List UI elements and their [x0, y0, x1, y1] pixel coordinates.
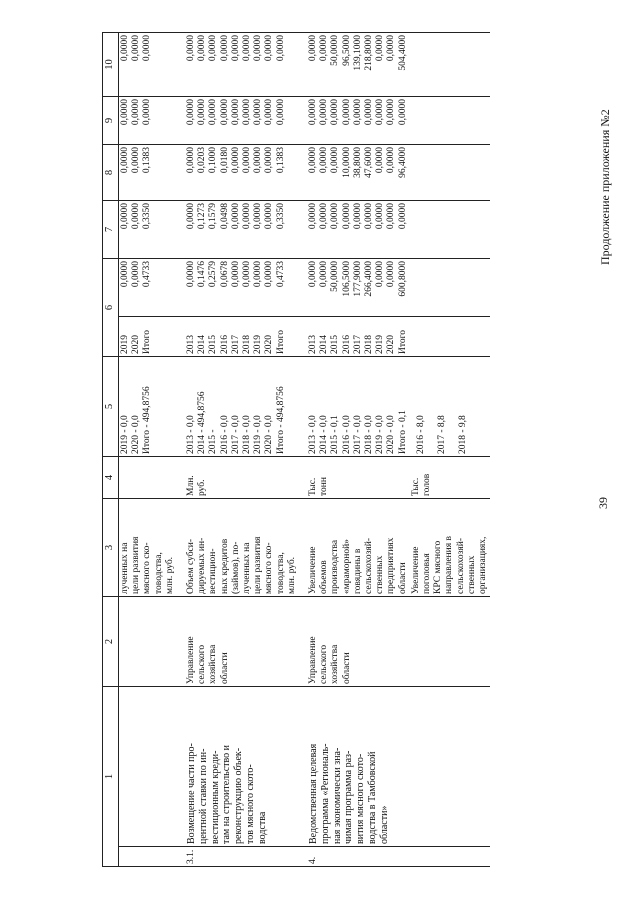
executor-cell: Управление сельского хозяйства области	[185, 597, 299, 687]
unit-cell: Тыс. голов	[410, 457, 490, 499]
indicator-cell: Увеличение поголовья КРС мясного направления в сельскохозяй- ственных организациях,	[410, 499, 490, 597]
value-col-9: 0,0000 0,0000 0,0000 0,0000 0,0000 0,0000 0,0000 0,0000 0,0000	[307, 97, 410, 145]
indicator-cell: Увеличение объемов производства «мраморной» говядины в сельскохозяй- ственных предприятиях области	[307, 499, 410, 597]
header-col-3: 3	[103, 499, 119, 597]
header-col-1: 1	[103, 687, 119, 867]
year-cell: 2013 2014 2015 2016 2017 2018 2019 2020 Итого	[185, 317, 299, 357]
header-row	[103, 33, 119, 867]
unit-cell: Млн. руб.	[185, 457, 299, 499]
header-col-4: 4	[103, 457, 119, 499]
value-col-6: 0,0000 0,0000 0,4733	[119, 259, 178, 317]
plan-cell: 2013 - 0,0 2014 - 494,8756 2015 - 2016 - 0,0 2017 - 0,0 2018 - 0,0 2019 - 0,0 2020 - 0,0 Итого - 494,8756	[185, 357, 299, 457]
table-row	[185, 33, 299, 867]
plan-cell: 2016 - 8,0 2017 - 8,8 2018 - 9,8	[410, 357, 490, 457]
header-col-9: 9	[103, 97, 119, 145]
measure-name: Возмещение части про- центной ставки по ин- вестиционным креди- там на строительство и реконструкцию объек- тов мясного ското- водства	[185, 687, 299, 847]
indicator-cell: Объем субси- дируемых ин- вестицион- ных кредитов (займов), по- лученных на цели развития мясного ско- товодства, млн. руб.	[185, 499, 299, 597]
row-number: 4.	[307, 847, 410, 867]
value-col-10: 0,0000 0,0000 0,0000 0,0000 0,0000 0,0000 0,0000 0,0000 0,0000	[185, 33, 299, 97]
value-col-8: 0,0000 0,0000 0,1383	[119, 145, 178, 201]
year-cell: 2019 2020 Итого	[119, 317, 178, 357]
value-col-7: 0,0000 0,1273 0,1579 0,0498 0,0000 0,0000 0,0000 0,0000 0,3350	[185, 201, 299, 259]
header-col-8: 8	[103, 145, 119, 201]
value-col-6: 0,0000 0,1476 0,2579 0,0678 0,0000 0,0000 0,0000 0,0000 0,4733	[185, 259, 299, 317]
header-col-2: 2	[103, 597, 119, 687]
program-table	[102, 32, 490, 867]
appendix-caption: Продолжение приложения №2	[598, 109, 612, 265]
plan-cell: 2019 - 0,0 2020 - 0,0 Итого - 494,8756	[119, 357, 178, 457]
table-row	[410, 33, 490, 867]
value-col-9: 0,0000 0,0000 0,0000	[119, 97, 178, 145]
unit-cell: Тыс. тонн	[307, 457, 410, 499]
measure-name: Ведомственная целевая программа «Региональ- ная экономически зна- чимая программа раз- вития мясного ското- водства в Тамбовской области»	[307, 687, 410, 847]
value-col-10: 0,0000 0,0000 0,0000	[119, 33, 178, 97]
header-col-10: 10	[103, 33, 119, 97]
year-cell: 2013 2014 2015 2016 2017 2018 2019 2020 Итого	[307, 317, 410, 357]
plan-cell: 2013 - 0,0 2014 - 0,0 2015 - 0,1 2016 - 0,0 2017 - 0,0 2018 - 0,0 2019 - 0,0 2020 - 0,0 Итого - 0,1	[307, 357, 410, 457]
value-col-10: 0,0000 0,0000 50,0000 96,5000 139,1000 218,8000 0,0000 0,0000 504,4000	[307, 33, 410, 97]
value-col-7: 0,0000 0,0000 0,3350	[119, 201, 178, 259]
page-number: 39	[596, 497, 610, 509]
value-col-6: 0,0000 0,0000 50,0000 106,5000 177,9000 266,4000 0,0000 0,0000 600,8000	[307, 259, 410, 317]
indicator-cell: лученных на цели развития мясного ско- товодства, млн. руб.	[119, 499, 178, 597]
header-col-5: 5	[103, 357, 119, 457]
row-number: 3.1.	[185, 847, 299, 867]
value-col-8: 0,0000 0,0000 0,0000 10,0000 38,8000 47,6000 0,0000 0,0000 96,4000	[307, 145, 410, 201]
table-row	[307, 33, 410, 867]
header-col-6: 6	[103, 259, 119, 357]
value-col-8: 0,0000 0,0203 0,1000 0,0180 0,0000 0,0000 0,0000 0,0000 0,1383	[185, 145, 299, 201]
header-col-7: 7	[103, 201, 119, 259]
value-col-9: 0,0000 0,0000 0,0000 0,0000 0,0000 0,0000 0,0000 0,0000 0,0000	[185, 97, 299, 145]
value-col-7: 0,0000 0,0000 0,0000 0,0000 0,0000 0,0000 0,0000 0,0000 0,0000	[307, 201, 410, 259]
table-row	[119, 33, 178, 867]
executor-cell: Управление сельского хозяйства области	[307, 597, 410, 687]
